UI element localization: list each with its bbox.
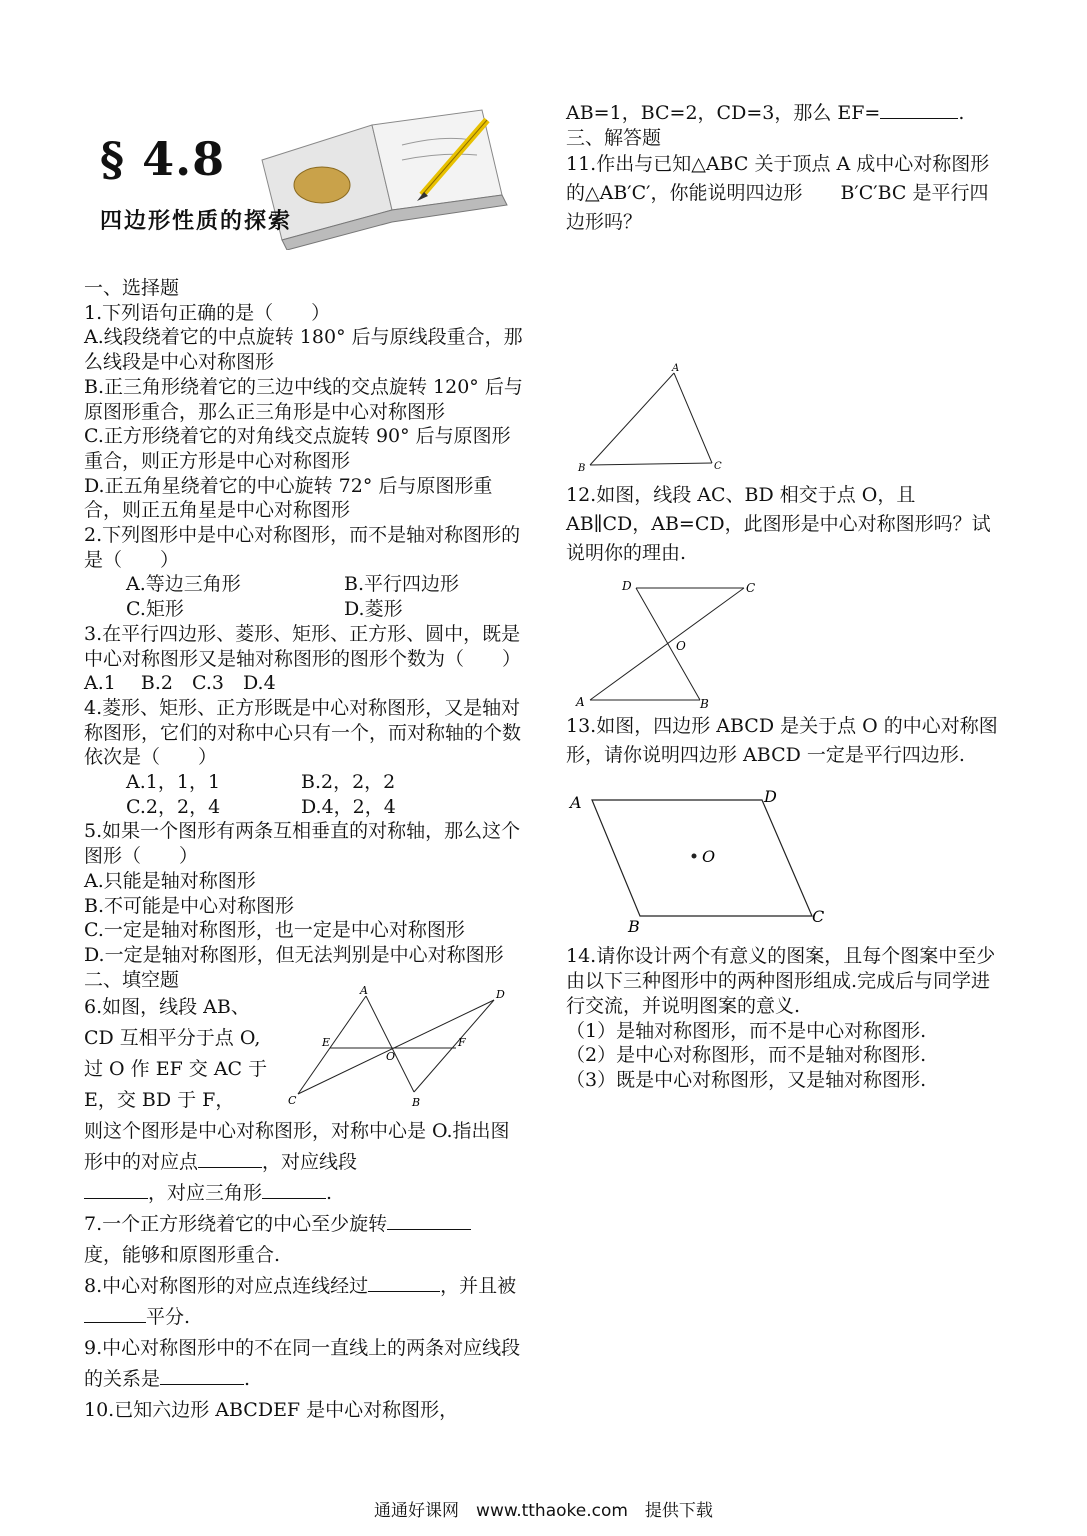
q2-options-row1 — [84, 572, 524, 597]
q4-options-row2 — [84, 795, 524, 820]
q7-text-a: 7.一个正方形绕着它的中心至少旋转 — [84, 1213, 388, 1236]
q6-text-c: ，对应线段 — [262, 1151, 358, 1174]
q2-options-row2 — [84, 597, 524, 622]
q5-option-a: A.只能是轴对称图形 — [84, 869, 256, 892]
q6-label-c: C — [288, 1094, 297, 1108]
q13-parallelogram-figure — [566, 788, 836, 938]
q6-label-b: B — [412, 1096, 421, 1110]
q11-label-a: A — [672, 363, 680, 375]
q2-option-d: D.菱形 — [344, 598, 403, 621]
q13-label-o: O — [702, 847, 716, 867]
q9-blank[interactable] — [160, 1366, 244, 1385]
q8-text-b: ，并且被 — [440, 1275, 517, 1298]
q6-label-d: D — [496, 988, 505, 1002]
question-6-block — [84, 984, 524, 1116]
section-heading-fill: 二、填空题 — [84, 968, 180, 991]
q2-option-b: B.平行四边形 — [344, 573, 460, 596]
q5-option-c: C.一定是轴对称图形，也一定是中心对称图形 — [84, 919, 465, 942]
q8-blank-1[interactable] — [368, 1273, 440, 1292]
q8-blank-2[interactable] — [84, 1304, 146, 1323]
section-heading-choice: 一、选择题 — [84, 277, 180, 299]
section-number: § 4.8 — [100, 132, 226, 186]
q11-label-c: C — [714, 461, 722, 473]
q12-figure — [570, 580, 770, 710]
right-column — [566, 100, 1006, 1093]
q4-option-a: A.1，1，1 — [126, 771, 221, 794]
q5-option-d: D.一定是轴对称图形，但无法判别是中心对称图形 — [84, 943, 504, 966]
question-13: 13.如图，四边形 ABCD 是关于点 O 的中心对称图形，请你说明四边形 ABCD 一定是平行四边形. — [566, 715, 998, 767]
page-footer: 通通好课网 www.tthaoke.com 提供下载 — [374, 1501, 713, 1521]
q12-label-o: O — [676, 639, 686, 654]
q6-figure — [284, 984, 524, 1114]
q1-option-a: A.线段绕着它的中点旋转 180° 后与原线段重合，那么线段是中心对称图形 — [84, 326, 523, 374]
q6-label-a: A — [360, 984, 368, 998]
question-12: 12.如图，线段 AC、BD 相交于点 O，且 AB∥CD，AB=CD，此图形是中心对称图形吗？试说明你的理由. — [566, 484, 991, 565]
header — [92, 100, 512, 260]
question-10-cont: AB=1，BC=2，CD=3，那么 EF= . — [566, 102, 965, 124]
q10-text-b: AB=1，BC=2，CD=3，那么 EF= — [566, 102, 881, 124]
question-6-intro: 6.如图，线段 AB、CD 互相平分于点 O,过 O 作 EF 交 AC 于 E，交 BD 于 F， — [84, 996, 268, 1112]
q6-blank-triangles[interactable] — [262, 1180, 326, 1199]
q7-text-b: 度，能够和原图形重合. — [84, 1244, 281, 1267]
section-heading-answer: 三、解答题 — [566, 126, 662, 149]
q6-label-f: F — [458, 1036, 466, 1050]
q6-label-o: O — [386, 1050, 396, 1064]
q12-label-d: D — [622, 580, 632, 594]
question-5: 5.如果一个图形有两条互相垂直的对称轴，那么这个图形（ ） — [84, 820, 521, 868]
q4-option-c: C.2，2，4 — [126, 795, 221, 818]
q6-text-d: ，对应三角形 — [148, 1182, 263, 1205]
q7-blank[interactable] — [387, 1211, 471, 1230]
q5-option-b: B.不可能是中心对称图形 — [84, 894, 295, 917]
q10-blank[interactable] — [880, 100, 958, 119]
q9-text: 9.中心对称图形中的不在同一直线上的两条对应线段的关系是 — [84, 1337, 521, 1391]
q13-label-b: B — [628, 917, 640, 937]
q6-blank-points[interactable] — [198, 1149, 262, 1168]
question-6-rest: 则这个图形是中心对称图形，对称中心是 O.指出图形中的对应点 ，对应线段 ，对应三角形 . — [84, 1120, 510, 1205]
q14-item-2: （2）是中心对称图形，而不是轴对称图形. — [566, 1044, 927, 1067]
q14-item-1: （1）是轴对称图形，而不是中心对称图形. — [566, 1019, 927, 1042]
q13-label-a: A — [570, 793, 582, 813]
question-1: 1.下列语句正确的是（ ） — [84, 301, 331, 324]
q11-label-b: B — [578, 463, 586, 475]
q14-item-3: （3）既是中心对称图形，又是轴对称图形. — [566, 1068, 927, 1091]
q6-label-e: E — [322, 1036, 331, 1050]
question-3: 3.在平行四边形、菱形、矩形、正方形、圆中，既是中心对称图形又是轴对称图形的图形个数为（ ）A.1 B.2 C.3 D.4 — [84, 622, 522, 695]
question-9: 9.中心对称图形中的不在同一直线上的两条对应线段的关系是 . — [84, 1337, 521, 1391]
q4-options-row1 — [84, 770, 524, 795]
left-column — [84, 276, 524, 1426]
q8-text-a: 8.中心对称图形的对应点连线经过 — [84, 1275, 369, 1298]
q6-text-b: 则这个图形是中心对称图形，对称中心是 O.指出图形中的对应点 — [84, 1120, 510, 1174]
q4-option-b: B.2，2，2 — [301, 771, 396, 794]
q13-label-d: D — [764, 788, 777, 807]
question-2: 2.下列图形中是中心对称图形，而不是轴对称图形的是（ ） — [84, 524, 521, 571]
q8-text-c: 平分. — [146, 1306, 191, 1329]
question-10: 10.已知六边形 ABCDEF 是中心对称图形， — [84, 1399, 459, 1422]
question-4: 4.菱形、矩形、正方形既是中心对称图形，又是轴对称图形，它们的对称中心只有一个，而对称轴的个数依次是（ ） — [84, 696, 522, 769]
q6-blank-segments[interactable] — [84, 1180, 148, 1199]
q12-label-a: A — [576, 695, 585, 710]
q1-option-b: B.正三角形绕着它的三边中线的交点旋转 120° 后与原图形重合，那么正三角形是中心对称图形 — [84, 375, 523, 423]
q13-label-c: C — [812, 907, 825, 927]
q1-option-c: C.正方形绕着它的对角线交点旋转 90° 后与原图形重合，则正方形是中心对称图形 — [84, 425, 511, 472]
question-8 — [84, 1271, 524, 1333]
section-subtitle: 四边形性质的探索 — [100, 209, 293, 234]
q12-label-b: B — [700, 697, 709, 711]
q2-option-c: C.矩形 — [126, 598, 184, 621]
q1-option-d: D.正五角星绕着它的中心旋转 72° 后与原图形重合，则正五角星是中心对称图形 — [84, 474, 493, 522]
question-11: 11.作出与已知△ABC 关于顶点 A 成中心对称图形的△AB′C′，你能说明四边形 B′C′BC 是平行四边形吗？ — [566, 153, 990, 234]
q11-triangle-figure — [572, 363, 732, 475]
q4-option-d: D.4，2，4 — [301, 795, 396, 818]
question-7 — [84, 1209, 524, 1271]
q2-option-a: A.等边三角形 — [126, 573, 241, 596]
q12-label-c: C — [746, 581, 756, 596]
question-14: 14.请你设计两个有意义的图案，且每个图案中至少由以下三种图形中的两种图形组成.完成后与同学进行交流，并说明图案的意义. — [566, 945, 996, 1017]
